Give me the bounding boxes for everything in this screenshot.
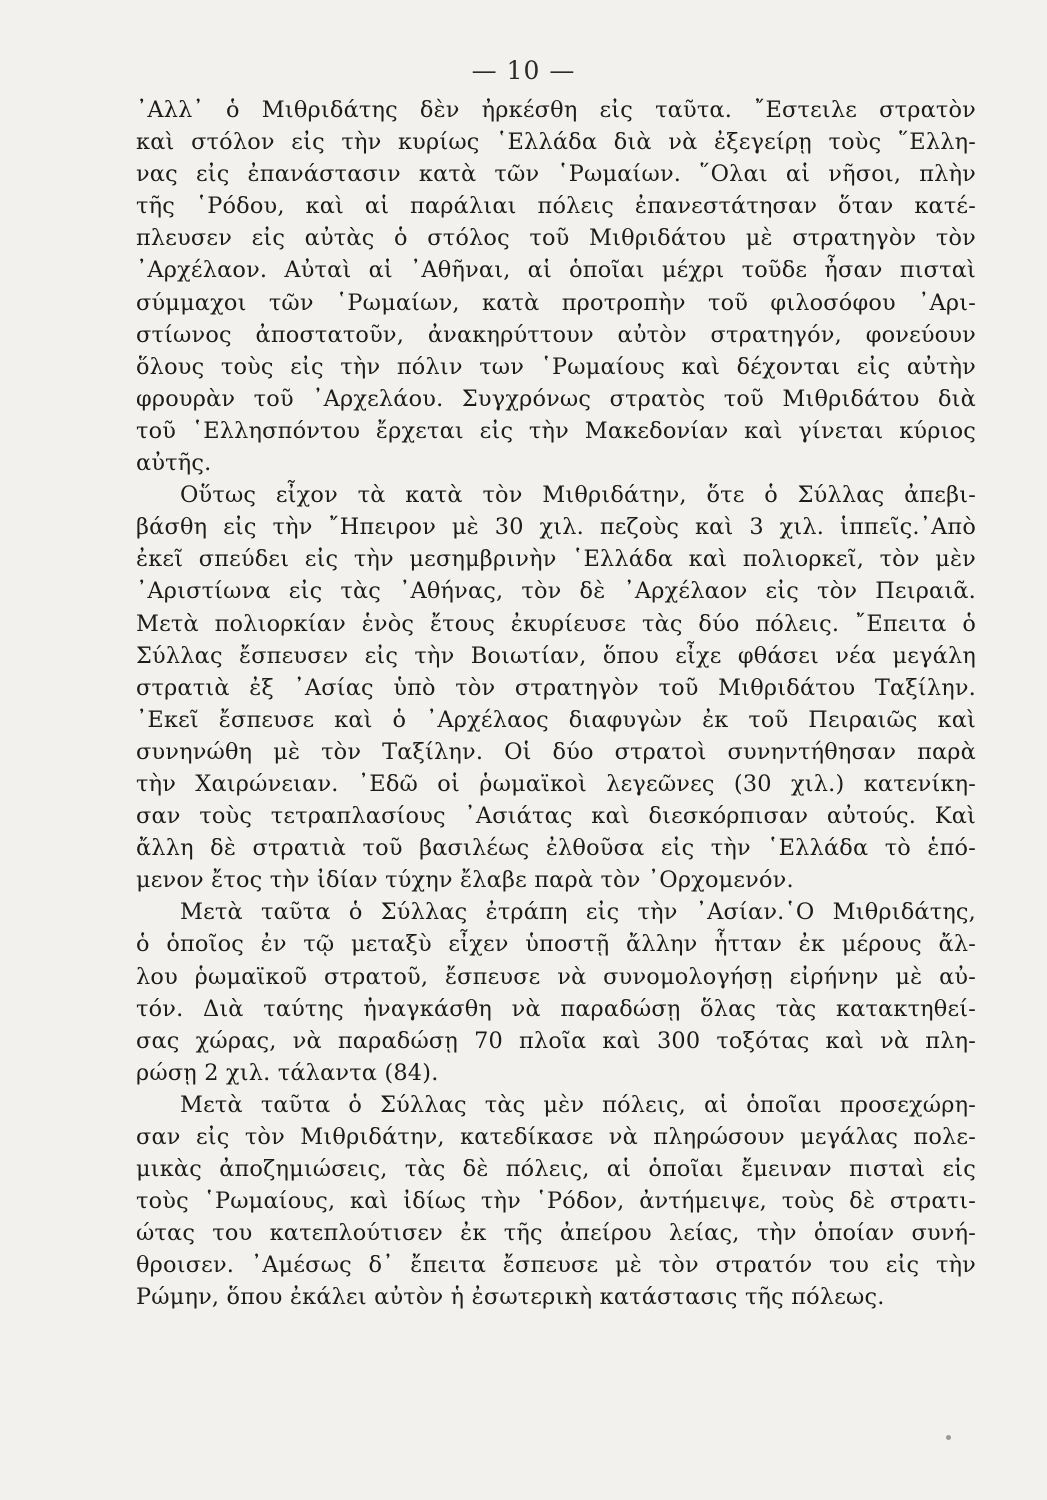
text-line: μικὰς ἀποζημιώσεις, τὰς δὲ πόλεις, αἱ ὁποῖαι ἔμειναν πισταὶ εἰς — [136, 1156, 976, 1183]
text-line: στίωνος ἀποστατοῦν, ἀνακηρύττουν αὐτὸν στρατηγόν, φονεύουν — [136, 321, 976, 348]
text-line: Οὕτως εἶχον τὰ κατὰ τὸν Μιθριδάτην, ὅτε ὁ Σύλλας ἀπεβι- — [180, 482, 976, 509]
text-line: ᾿Αριστίωνα εἰς τὰς ᾿Αθήνας, τὸν δὲ ᾿Αρχέλαον εἰς τὸν Πειραιᾶ. — [136, 578, 976, 605]
text-line: σας χώρας, νὰ παραδώσῃ 70 πλοῖα καὶ 300 τοξότας καὶ νὰ πλη- — [136, 1027, 976, 1054]
text-line: Μετὰ πολιορκίαν ἑνὸς ἔτους ἐκυρίευσε τὰς δύο πόλεις. ῎Επειτα ὁ — [136, 610, 976, 637]
text-line: Σύλλας ἔσπευσεν εἰς τὴν Βοιωτίαν, ὅπου εἶχε φθάσει νέα μεγάλη — [136, 642, 976, 669]
text-line: καὶ στόλον εἰς τὴν κυρίως ῾Ελλάδα διὰ νὰ ἐξεγείρῃ τοὺς ῞Ελλη- — [136, 129, 976, 156]
page-number: — 10 — — [471, 56, 576, 85]
paragraph — [136, 1089, 976, 1314]
text-line: φρουρὰν τοῦ ᾿Αρχελάου. Συγχρόνως στρατὸς τοῦ Μιθριδάτου διὰ — [136, 385, 976, 412]
text-line: βάσθη εἰς τὴν ῎Ηπειρον μὲ 30 χιλ. πεζοὺς καὶ 3 χιλ. ἱππεῖς.᾿Απὸ — [136, 514, 976, 541]
paragraph — [136, 94, 976, 479]
text-line: στρατιὰ ἐξ ᾿Ασίας ὑπὸ τὸν στρατηγὸν τοῦ Μιθριδάτου Ταξίλην. — [136, 674, 976, 701]
text-line: θροισεν. ᾿Αμέσως δ᾿ ἔπειτα ἔσπευσε μὲ τὸν στρατόν του εἰς τὴν — [136, 1252, 976, 1279]
text-line: ἐκεῖ σπεύδει εἰς τὴν μεσημβρινὴν ῾Ελλάδα καὶ πολιορκεῖ, τὸν μὲν — [136, 546, 976, 573]
text-line: ώτας του κατεπλούτισεν ἐκ τῆς ἀπείρου λείας, τὴν ὁποίαν συνή- — [136, 1220, 976, 1247]
text-line: συνηνώθη μὲ τὸν Ταξίλην. Οἱ δύο στρατοὶ συνηντήθησαν παρὰ — [136, 738, 976, 765]
text-line: αὐτῆς. — [136, 450, 212, 477]
text-line: πλευσεν εἰς αὐτὰς ὁ στόλος τοῦ Μιθριδάτου μὲ στρατηγὸν τὸν — [136, 225, 976, 252]
text-line: τόν. Διὰ ταύτης ἠναγκάσθη νὰ παραδώσῃ ὅλας τὰς κατακτηθεί- — [136, 995, 976, 1022]
text-line: σύμμαχοι τῶν ῾Ρωμαίων, κατὰ προτροπὴν τοῦ φιλοσόφου ᾿Αρι- — [136, 289, 976, 316]
paper-speck — [946, 1435, 951, 1440]
text-line: τοὺς ῾Ρωμαίους, καὶ ἰδίως τὴν ῾Ρόδον, ἀντήμειψε, τοὺς δὲ στρατι- — [136, 1188, 976, 1215]
text-line: λου ῥωμαϊκοῦ στρατοῦ, ἔσπευσε νὰ συνομολογήσῃ εἰρήνην μὲ αὐ- — [136, 963, 976, 990]
text-line: Μετὰ ταῦτα ὁ Σύλλας ἐτράπη εἰς τὴν ᾿Ασίαν.῾Ο Μιθριδάτης, — [180, 899, 976, 926]
text-line: τῆς ῾Ρόδου, καὶ αἱ παράλιαι πόλεις ἐπανεστάτησαν ὅταν κατέ- — [136, 193, 976, 220]
body-text — [136, 94, 976, 1314]
text-line: ρώσῃ 2 χιλ. τάλαντα (84). — [136, 1059, 439, 1086]
text-line: τὴν Χαιρώνειαν. ᾿Εδῶ οἱ ῥωμαϊκοὶ λεγεῶνες (30 χιλ.) κατενίκη- — [136, 770, 976, 797]
text-line: ᾿Αρχέλαον. Αὐταὶ αἱ ᾿Αθῆναι, αἱ ὁποῖαι μέχρι τοῦδε ἦσαν πισταὶ — [136, 257, 976, 284]
text-line: τοῦ ῾Ελλησπόντου ἔρχεται εἰς τὴν Μακεδονίαν καὶ γίνεται κύριος — [136, 417, 976, 444]
text-line: Ρώμην, ὅπου ἐκάλει αὐτὸν ἡ ἐσωτερικὴ κατάστασις τῆς πόλεως. — [136, 1284, 885, 1311]
text-line: σαν τοὺς τετραπλασίους ᾿Ασιάτας καὶ διεσκόρπισαν αὐτούς. Καὶ — [136, 803, 976, 830]
text-line: νας εἰς ἐπανάστασιν κατὰ τῶν ῾Ρωμαίων. ῞Ολαι αἱ νῆσοι, πλὴν — [136, 161, 976, 188]
text-line: σαν εἰς τὸν Μιθριδάτην, κατεδίκασε νὰ πληρώσουν μεγάλας πολε- — [136, 1124, 976, 1150]
paragraph — [136, 479, 976, 896]
text-line: ὅλους τοὺς εἰς τὴν πόλιν των ῾Ρωμαίους καὶ δέχονται εἰς αὐτὴν — [136, 353, 976, 380]
text-line: Μετὰ ταῦτα ὁ Σύλλας τὰς μὲν πόλεις, αἱ ὁποῖαι προσεχώρη- — [180, 1091, 976, 1118]
paragraph — [136, 896, 976, 1089]
text-line: ὁ ὁποῖος ἐν τῷ μεταξὺ εἶχεν ὑποστῇ ἄλλην ἧτταν ἐκ μέρους ἄλ- — [136, 931, 976, 958]
text-line: ᾿Εκεῖ ἔσπευσε καὶ ὁ ᾿Αρχέλαος διαφυγὼν ἐκ τοῦ Πειραιῶς καὶ — [136, 706, 976, 733]
text-line: ἄλλη δὲ στρατιὰ τοῦ βασιλέως ἐλθοῦσα εἰς τὴν ῾Ελλάδα τὸ ἑπό- — [136, 835, 976, 862]
text-line: μενον ἔτος τὴν ἰδίαν τύχην ἔλαβε παρὰ τὸν ᾿Ορχομενόν. — [136, 867, 794, 894]
text-line: ᾿Αλλ᾿ ὁ Μιθριδάτης δὲν ἠρκέσθη εἰς ταῦτα. ῎Εστειλε στρατὸν — [136, 97, 976, 123]
